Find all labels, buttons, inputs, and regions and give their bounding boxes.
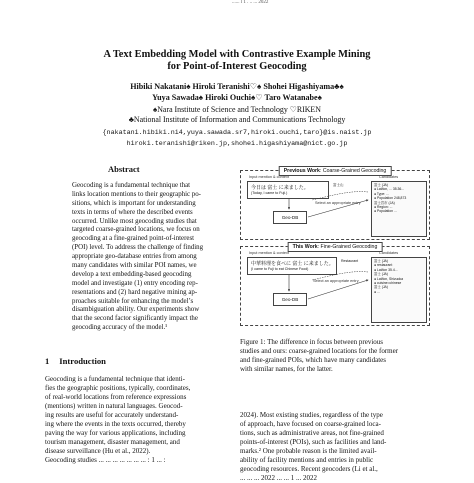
- section-heading-introduction: [45, 356, 106, 366]
- abstract-line: geocoding at a fine-grained point-of-interest: [72, 235, 195, 243]
- caption-line: and fine-grained POIs, which have many candidates: [240, 356, 386, 364]
- abstract-line: geocoding accuracy of the model.¹: [72, 324, 168, 332]
- candidate-line: ● ...: [374, 289, 380, 294]
- geo-db: Geo-DB: [273, 211, 307, 224]
- author-line-2: Yuya Sawada♠ Hiroki Ouchi♠♡ Taro Watanabe♠: [152, 93, 322, 102]
- candidate-line: 富士 (JA): [374, 259, 388, 263]
- body-line: marks.² One probable reason is the limited avail-: [240, 447, 377, 455]
- intro-line: fies the geographic positions, typically, coordinates,: [45, 384, 191, 392]
- input-translation: (I came to Fuji to eat Chinese Food): [251, 267, 309, 271]
- input-mention-text: 今日は 富士 に来ました。: [251, 185, 309, 191]
- candidate-line: 富士 (JA): [374, 285, 388, 290]
- paper-title: [40, 49, 434, 73]
- figure-caption: [240, 338, 432, 374]
- select-label: Select an appropriate entry: [313, 279, 359, 283]
- this-work-header: This Work: Fine-Grained Geocoding: [288, 242, 383, 252]
- candidate-line: ● Lat/lon 35.4...: [374, 267, 398, 272]
- abstract-line: occurred. Unlike most geocoding studies that: [72, 217, 197, 225]
- abstract-line: resentations and (2) hard negative mining ap-: [72, 288, 198, 296]
- title-line-1: A Text Embedding Model with Contrastive Example Mining: [103, 49, 371, 60]
- previous-work-header: Previous Work: Coarse-Grained Geocoding: [279, 166, 392, 176]
- abstract-line: develop a text embedding-based geocoding: [72, 270, 192, 278]
- abstract-heading: Abstract: [108, 164, 140, 174]
- header-fragment: ...... l 1 . .. ... 2022: [232, 0, 269, 5]
- abstract-line: Geocoding is a fundamental technique that: [72, 182, 191, 189]
- intro-line: (mentions) written in natural languages. Geocod-: [45, 402, 183, 410]
- right-column-body: [240, 411, 432, 483]
- candidate-line: ● Lat/lon, Shizuoka: [374, 276, 404, 281]
- input-mention-text: 中華料理を食べに 富士 に来ました。: [251, 261, 334, 267]
- intro-line: ing where the events in the texts occurred, thereby: [45, 420, 186, 428]
- abstract-line: proaches suitable for enhancing the model’s: [72, 297, 194, 305]
- candidate-line: 富士宮市 (JA): [374, 200, 395, 205]
- abstract-line: disambiguation ability. Our experiments show: [72, 306, 200, 314]
- body-line: geocoding resources. Recent geocoders (Li et al.,: [240, 465, 378, 473]
- abstract-line: model and investigate (1) entry encoding rep-: [72, 279, 198, 287]
- intro-line: Geocoding is a fundamental technique that identi-: [45, 375, 185, 383]
- select-label: Select an appropriate entry: [315, 201, 361, 205]
- abstract-body: [72, 182, 227, 333]
- abstract-line: that the second factor significantly impact the: [72, 315, 198, 323]
- abstract-line: many candidates with similar POI names, we: [72, 262, 197, 270]
- abstract-line: texts in terms of where the described events: [72, 208, 193, 216]
- email-line-1: {nakatani.hibiki.ni4,yuya.sawada.sr7,hiroki.ouchi,taro}@is.naist.jp: [102, 129, 372, 137]
- candidate-line: ● restaurant: [374, 263, 393, 268]
- caption-line: studies and ours: coarse-grained locations for the former: [240, 347, 399, 355]
- candidate-line: 富士 (JA): [374, 272, 388, 277]
- figure-1: [240, 160, 432, 330]
- body-line: 2024). Most existing studies, regardless of the type: [240, 411, 383, 419]
- input-translation: (Today, I came to Fuji.): [251, 191, 288, 195]
- email-line-2: hiroki.teranishi@riken.jp,shohei.higashiyama@nict.go.jp: [126, 140, 348, 148]
- abstract-line: (POI) level. To address the challenge of finding: [72, 244, 204, 252]
- body-line: ability of facility mentions and entries in public: [240, 456, 374, 464]
- abstract-line: targeted coarse-grained locations, we focus on: [72, 226, 200, 234]
- intro-line: ing results are useful for accurately understand-: [45, 411, 179, 419]
- candidates-label: Candidates: [379, 251, 399, 255]
- section-number: 1: [45, 356, 50, 366]
- section-title: Introduction: [59, 356, 106, 366]
- candidate-line: ● Type: ...: [374, 191, 389, 196]
- candidate-line: ● Lat/lon, ... 35.36...: [374, 187, 405, 192]
- body-line: points-of-interest (POIs), such as facilities and land-: [240, 438, 387, 446]
- input-label: Input mention & context: [249, 251, 289, 255]
- body-line: tions, such as administrative areas, not fine-grained: [240, 429, 384, 437]
- body-line: ... ... ... 2022 ... ... 1 ... 2022: [240, 474, 317, 482]
- figure-arrows: [240, 160, 432, 330]
- caption-line: Figure 1: The difference in focus between previous: [240, 338, 384, 346]
- title-line-2: for Point-of-Interest Geocoding: [167, 61, 307, 72]
- candidate-line: 富士 (JA): [374, 183, 388, 187]
- candidate-line: ● cuisine=chinese: [374, 281, 402, 286]
- entity-tag: 富士山: [333, 183, 344, 187]
- geo-db: Geo-DB: [273, 293, 307, 306]
- intro-line: Geocoding studies ... ... ... ... ... ... ... : 1 ... :: [45, 456, 166, 464]
- affiliation-line-1: ♠Nara Institute of Science and Technology ♡RIKEN: [153, 105, 321, 114]
- abstract-line: links location mentions to their geographic po-: [72, 190, 201, 198]
- intro-line: of real-world locations from reference expressions: [45, 393, 187, 401]
- candidate-line: ● Region: ...: [374, 205, 393, 210]
- input-label: Input mention & context: [249, 175, 289, 179]
- author-line-1: Hibiki Nakatani♠ Hiroki Teranishi♡♠ Shohei Higashiyama♣♠: [130, 82, 344, 91]
- entity-tag: Restaurant: [341, 259, 359, 263]
- abstract-line: sitions, which is important for understanding: [72, 199, 196, 207]
- intro-line: tourism management, disaster management, and: [45, 438, 180, 446]
- candidate-line: ● Population 248,873: [374, 196, 407, 201]
- intro-line: paving the way for various applications, including: [45, 429, 186, 437]
- intro-line: disease surveillance (Hu et al., 2022).: [45, 447, 151, 455]
- body-line: of approach, have focused on coarse-grained loca-: [240, 420, 381, 428]
- candidate-line: ● Population ...: [374, 209, 397, 214]
- candidates-label: Candidates: [379, 175, 399, 179]
- affiliation-line-2: ♣National Institute of Information and Communications Technology: [128, 115, 346, 124]
- caption-line: with similar names, for the latter.: [240, 365, 333, 373]
- abstract-line: appropriate geo-database entries from among: [72, 253, 197, 261]
- introduction-body: [45, 375, 237, 465]
